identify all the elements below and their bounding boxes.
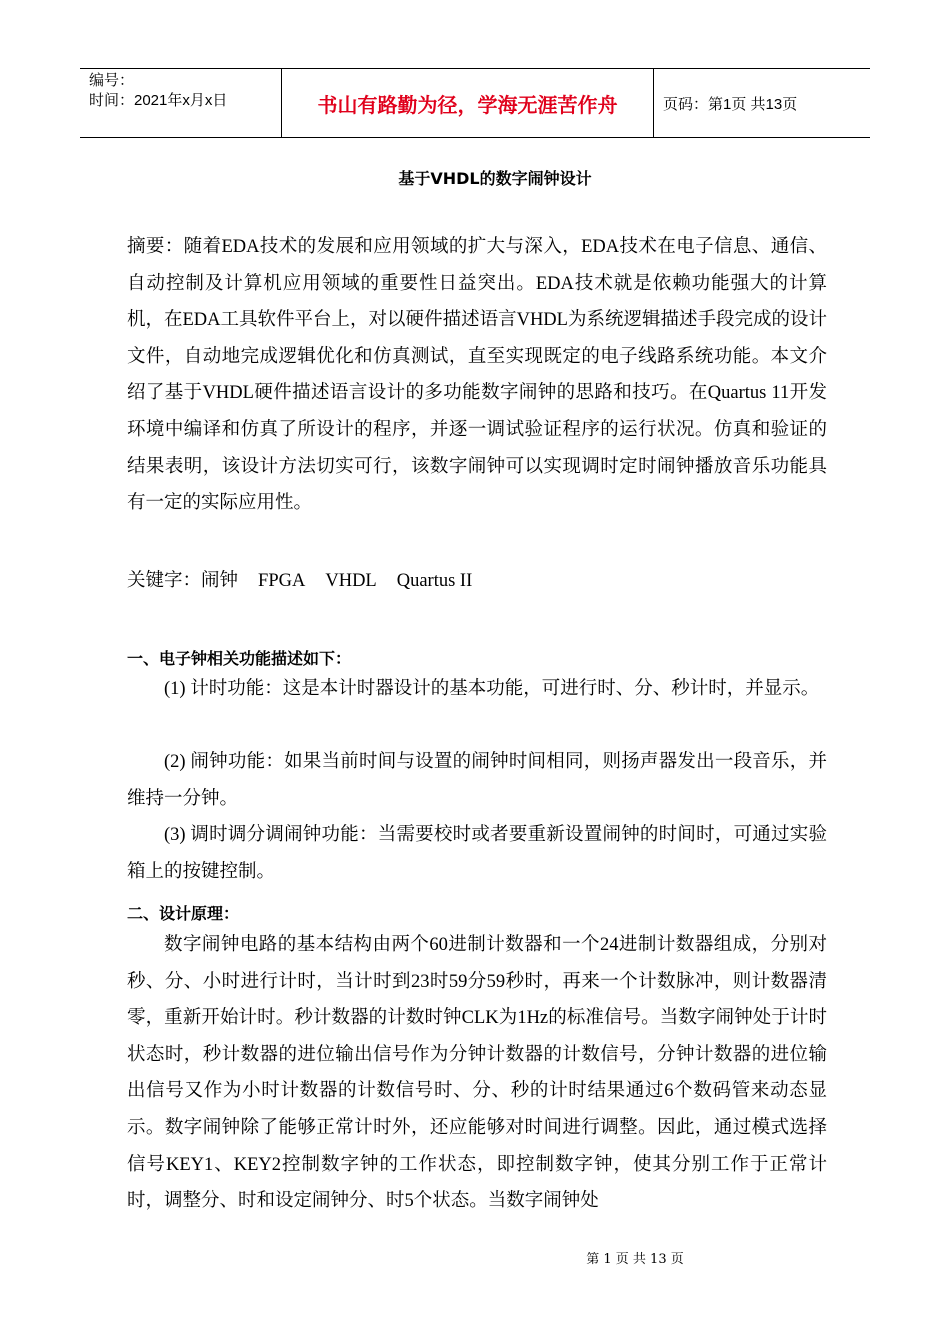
header-page-label: 页码：第1页 共13页 (663, 95, 798, 113)
keyword-item: Quartus II (396, 571, 473, 591)
keywords-line (127, 563, 827, 600)
header-slogan: 书山有路勤为径，学海无涯苦作舟 (281, 69, 654, 137)
keyword-item: VHDL (325, 571, 377, 591)
abstract-paragraph: 摘要：随着EDA技术的发展和应用领域的扩大与深入，EDA技术在电子信息、通信、自动控制及计算机应用领域的重要性日益突出。EDA技术就是依赖功能强大的计算机，在EDA工具软件平台上，对以硬件描述语言VHDL为系统逻辑描述手段完成的设计文件，自动地完成逻辑优化和仿真测试，直至实现既定的电子线路系统功能。本文介绍了基于VHDL硬件描述语言设计的多功能数字闹钟的思路和技巧。在Quartus 11开发环境中编译和仿真了所设计的程序，并逐一调试验证程序的运行状况。仿真和验证的结果表明，该设计方法切实可行，该数字闹钟可以实现调时定时闹钟播放音乐功能具有一定的实际应用性。 (127, 237, 827, 514)
page-header (80, 68, 870, 138)
feature-item: (2) 闹钟功能：如果当前时间与设置的闹钟时间相同，则扬声器发出一段音乐，并维持一分钟。 (127, 752, 827, 809)
section-heading: 一、电子钟相关功能描述如下： (127, 649, 352, 668)
document-title: 基于VHDL的数字闹钟设计 (398, 169, 592, 188)
number-label: 编号： (89, 72, 135, 89)
keywords-label: 关键字： (127, 571, 202, 591)
page-footer: 第 1 页 共 13 页 (586, 1252, 684, 1267)
design-principle-paragraph: 数字闹钟电路的基本结构由两个60进制计数器和一个24进制计数器组成，分别对秒、分、小时进行计时，当计时到23时59分59秒时，再来一个计数脉冲，则计数器清零，重新开始计时。秒计数器的计数时钟CLK为1Hz的标准信号。当数字闹钟处于计时状态时，秒计数器的进位输出信号作为分钟计数器的计数信号，分钟计数器的进位输出信号又作为小时计数器的计数信号时、分、秒的计时结果通过6个数码管来动态显示。数字闹钟除了能够正常计时外，还应能够对时间进行调整。因此，通过模式选择信号KEY1、KEY2控制数字钟的工作状态，即控制数字钟，使其分别工作于正常计时，调整分、时和设定闹钟分、时5个状态。当数字闹钟处 (127, 935, 827, 1212)
keyword-item: FPGA (258, 571, 306, 591)
header-meta (80, 69, 281, 137)
feature-item: (1) 计时功能：这是本计时器设计的基本功能，可进行时、分、秒计时，并显示。 (164, 679, 820, 699)
keyword-item: 闹钟 (201, 571, 239, 591)
time-label: 时间：2021年x月x日 (89, 92, 228, 109)
section-heading: 二、设计原理： (127, 904, 240, 923)
feature-item: (3) 调时调分调闹钟功能：当需要校时或者要重新设置闹钟的时间时，可通过实验箱上的按键控制。 (127, 825, 827, 882)
